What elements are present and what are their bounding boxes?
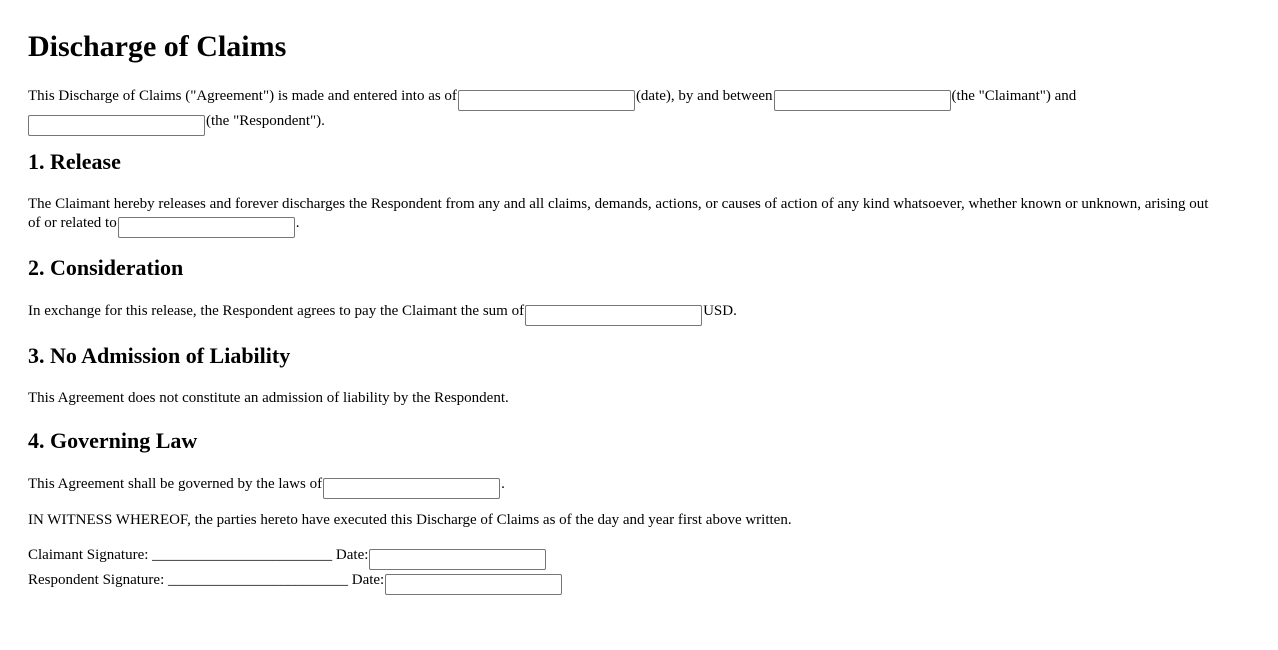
intro-text-4: (the "Respondent"). (206, 113, 325, 129)
consideration-text: In exchange for this release, the Respondent agrees to pay the Claimant the sum of (28, 303, 525, 319)
claimant-signature-row (28, 545, 1228, 570)
governing-law-heading: 4. Governing Law (28, 428, 198, 453)
consideration-paragraph (28, 301, 1228, 326)
claimant-signature-line: ________________________ (152, 547, 333, 563)
liability-paragraph (28, 388, 1228, 409)
consideration-heading: 2. Consideration (28, 255, 184, 280)
liability-text: This Agreement does not constitute an admission of liability by the Respondent. (28, 390, 509, 406)
release-heading: 1. Release (28, 149, 121, 174)
release-paragraph (28, 195, 1223, 238)
governing-law-text: This Agreement shall be governed by the laws of (28, 476, 323, 492)
witness-text: IN WITNESS WHEREOF, the parties hereto have executed this Discharge of Claims as of the day and year first above written. (28, 512, 792, 528)
related-to-input[interactable] (118, 217, 295, 238)
witness-paragraph (28, 510, 1228, 531)
respondent-date-label: Date: (351, 572, 385, 588)
liability-heading: 3. No Admission of Liability (28, 343, 291, 368)
agreement-date-input[interactable] (458, 90, 635, 111)
release-text: The Claimant hereby releases and forever discharges the Respondent from any and all claims, demands, actions, or causes of action of any kind whatsoever, whether known or unknown, arising out of or related to (28, 196, 1209, 231)
claimant-name-input[interactable] (774, 90, 951, 111)
intro-text-1: This Discharge of Claims ("Agreement") is made and entered into as of (28, 88, 457, 104)
respondent-name-input[interactable] (28, 115, 205, 136)
consideration-currency: USD. (703, 303, 737, 319)
signature-block (28, 545, 1228, 595)
respondent-signature-line: ________________________ (167, 572, 348, 588)
respondent-date-input[interactable] (385, 574, 562, 595)
respondent-signature-row (28, 570, 1228, 595)
claimant-signature-label: Claimant Signature: (28, 547, 149, 563)
governing-law-text-end: . (501, 476, 505, 492)
page-title: Discharge of Claims (28, 30, 287, 63)
release-text-end: . (295, 215, 300, 231)
claimant-date-input[interactable] (369, 549, 546, 570)
sum-input[interactable] (525, 305, 702, 326)
claimant-date-label: Date: (335, 547, 369, 563)
respondent-signature-label: Respondent Signature: (28, 572, 165, 588)
intro-paragraph (28, 86, 1228, 136)
intro-text-2: (date), by and between (635, 88, 773, 104)
jurisdiction-input[interactable] (323, 478, 500, 499)
governing-law-paragraph (28, 474, 1228, 499)
intro-text-3: (the "Claimant") and (951, 88, 1077, 104)
